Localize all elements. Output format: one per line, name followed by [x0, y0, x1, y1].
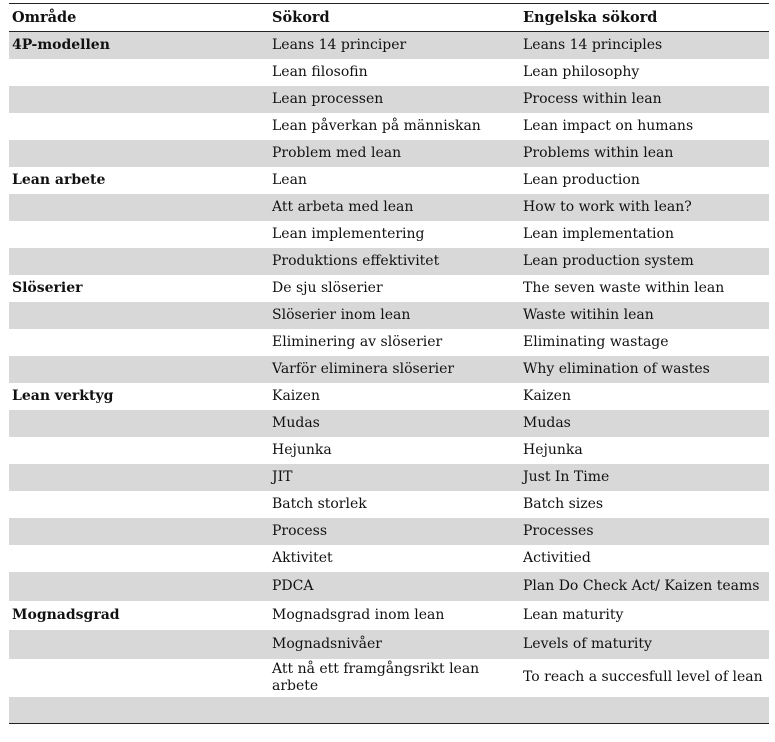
english-term-cell: Processes	[520, 518, 769, 545]
table-row	[9, 302, 769, 329]
area-cell: Mognadsgrad	[12, 606, 120, 623]
table-row	[9, 437, 769, 464]
english-term-cell: Eliminating wastage	[523, 333, 669, 350]
search-term-cell: Hejunka	[272, 441, 332, 458]
english-term-cell: Mudas	[520, 410, 769, 437]
search-term-cell: Process	[269, 518, 520, 545]
header-search-terms: Sökord	[269, 4, 520, 32]
english-term-cell	[520, 697, 769, 724]
search-term-cell: Lean processen	[269, 86, 520, 113]
search-term-cell: Lean implementering	[272, 225, 425, 242]
area-cell	[9, 697, 269, 724]
area-cell	[9, 302, 269, 329]
search-term-cell	[269, 697, 520, 724]
area-cell	[9, 194, 269, 221]
area-cell: Slöserier	[12, 279, 83, 296]
english-term-cell: How to work with lean?	[520, 194, 769, 221]
english-term-cell: Levels of maturity	[520, 630, 769, 659]
table-row	[9, 140, 769, 167]
english-term-cell: Hejunka	[523, 441, 583, 458]
table-row	[9, 659, 769, 697]
area-cell	[9, 410, 269, 437]
search-term-cell: Kaizen	[272, 387, 320, 404]
english-term-cell: Lean maturity	[523, 606, 624, 623]
table-row	[9, 491, 769, 518]
search-term-cell: Aktivitet	[272, 549, 333, 566]
area-cell	[9, 572, 269, 601]
search-term-cell: Eliminering av slöserier	[272, 333, 443, 350]
area-cell	[9, 86, 269, 113]
area-cell	[9, 356, 269, 383]
area-cell	[9, 59, 269, 86]
area-cell: Lean arbete	[12, 171, 106, 188]
english-term-cell: Lean production	[523, 171, 640, 188]
search-term-cell: Mudas	[269, 410, 520, 437]
search-term-cell: Slöserier inom lean	[269, 302, 520, 329]
search-term-cell: Leans 14 principer	[269, 32, 520, 59]
english-term-cell: Batch sizes	[523, 495, 604, 512]
area-cell	[9, 248, 269, 275]
search-term-cell: Batch storlek	[272, 495, 367, 512]
area-cell: 4P-modellen	[9, 32, 269, 59]
table-row	[9, 630, 769, 659]
table-row	[9, 275, 769, 302]
english-term-cell: Why elimination of wastes	[520, 356, 769, 383]
search-term-cell: JIT	[269, 464, 520, 491]
english-term-cell: Plan Do Check Act/ Kaizen teams	[520, 572, 769, 601]
area-cell	[9, 545, 269, 572]
header-english-search-terms: Engelska sökord	[520, 4, 769, 32]
area-cell	[9, 659, 269, 697]
table-row	[9, 697, 769, 724]
table-row	[9, 59, 769, 86]
search-term-cell: Lean filosofin	[272, 63, 368, 80]
table-row	[9, 194, 769, 221]
table-row	[9, 601, 769, 630]
header-area: Område	[9, 4, 269, 32]
search-term-cell: Mognadsgrad inom lean	[272, 606, 445, 623]
area-cell	[9, 140, 269, 167]
search-term-cell: Produktions effektivitet	[269, 248, 520, 275]
area-cell	[9, 329, 269, 356]
table-row	[9, 464, 769, 491]
table-row	[9, 410, 769, 437]
search-term-cell: Lean påverkan på människan	[272, 117, 481, 134]
table-row	[9, 86, 769, 113]
search-term-cell: Varför eliminera slöserier	[269, 356, 520, 383]
table-header-row	[9, 4, 769, 32]
english-term-cell: Lean philosophy	[523, 63, 640, 80]
table-row	[9, 545, 769, 572]
table-row	[9, 248, 769, 275]
english-term-cell: Kaizen	[523, 387, 571, 404]
english-term-cell: The seven waste within lean	[523, 279, 725, 296]
table-row	[9, 356, 769, 383]
area-cell	[9, 113, 269, 140]
table-row	[9, 518, 769, 545]
english-term-cell: Activitied	[523, 549, 591, 566]
english-term-cell: Waste witihin lean	[520, 302, 769, 329]
search-term-cell: Att nå ett framgångsrikt lean arbete	[272, 660, 480, 694]
english-term-cell: Just In Time	[520, 464, 769, 491]
area-cell	[9, 491, 269, 518]
search-terms-table	[9, 3, 769, 724]
table-row	[9, 32, 769, 59]
english-term-cell: Process within lean	[520, 86, 769, 113]
search-term-cell: PDCA	[269, 572, 520, 601]
english-term-cell: To reach a succesfull level of lean	[523, 669, 763, 685]
area-cell: Lean verktyg	[12, 387, 114, 404]
english-term-cell: Lean production system	[520, 248, 769, 275]
search-term-cell: Mognadsnivåer	[269, 630, 520, 659]
area-cell	[9, 518, 269, 545]
area-cell	[9, 437, 269, 464]
search-term-cell: Problem med lean	[269, 140, 520, 167]
english-term-cell: Leans 14 principles	[520, 32, 769, 59]
table-row	[9, 383, 769, 410]
english-term-cell: Lean implementation	[523, 225, 674, 242]
search-term-cell: Lean	[272, 171, 307, 188]
english-term-cell: Problems within lean	[520, 140, 769, 167]
table-row	[9, 329, 769, 356]
area-cell	[9, 630, 269, 659]
search-term-cell: Att arbeta med lean	[269, 194, 520, 221]
english-term-cell: Lean impact on humans	[523, 117, 694, 134]
table-row	[9, 572, 769, 601]
table-body	[9, 32, 769, 724]
table-row	[9, 113, 769, 140]
area-cell	[9, 221, 269, 248]
table-row	[9, 167, 769, 194]
area-cell	[9, 464, 269, 491]
search-term-cell: De sju slöserier	[272, 279, 383, 296]
table-row	[9, 221, 769, 248]
